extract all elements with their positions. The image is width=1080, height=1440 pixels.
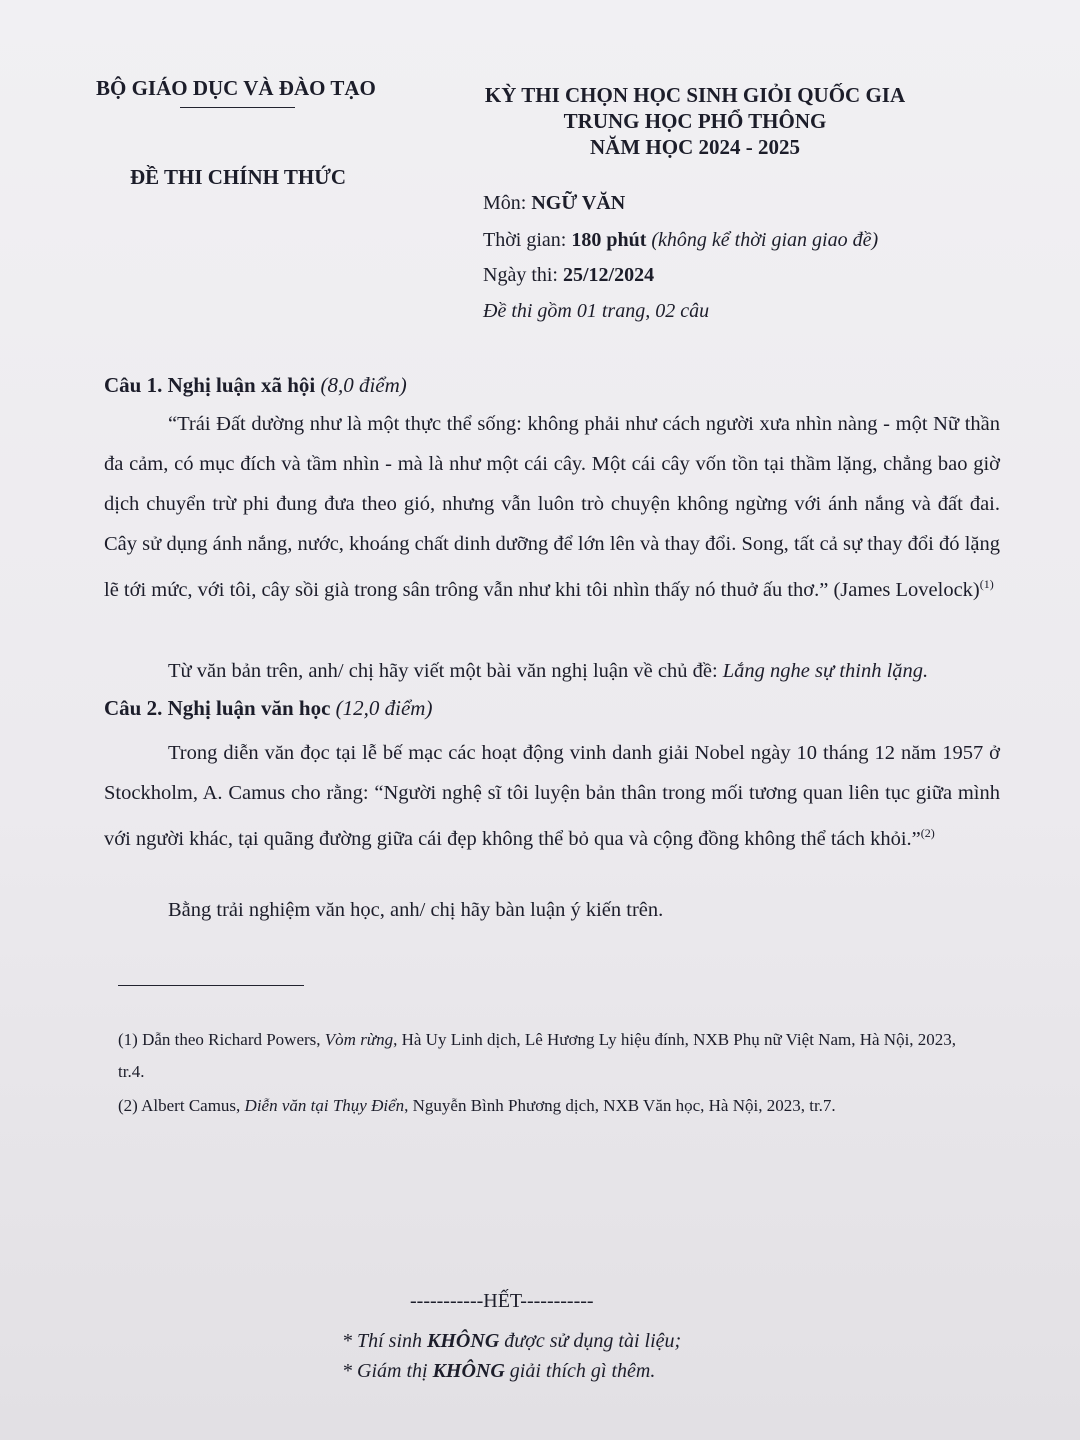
footnote-ref-1: (1) [979,577,994,591]
note-candidate: * Thí sinh KHÔNG được sử dụng tài liệu; [342,1330,682,1352]
date-line: Ngày thi: 25/12/2024 [483,264,655,286]
question-2-points: (12,0 điểm) [335,696,433,720]
time-note: (không kể thời gian giao đề) [651,229,879,251]
question-2-body: Trong diễn văn đọc tại lễ bế mạc các hoạt động vinh danh giải Nobel ngày 10 tháng 12 năm 1957 ở Stockholm, A. Camus cho rằng: “Người nghệ sĩ tôi luyện bản thân trong mối tương quan liên tục giữa mình với người khác, tại quãng đường giữa cái đẹp không thể bỏ qua và cộng đồng không thể tách khỏi.”$^{(2)}$ [104,742,1000,850]
question-1-task: Từ văn bản trên, anh/ chị hãy viết một bài văn nghị luận về chủ đề: Lắng nghe sự thinh lặng. [168,660,929,682]
exam-name: KỲ THI CHỌN HỌC SINH GIỎI QUỐC GIA [484,83,906,107]
exam-date: 25/12/2024 [563,264,655,286]
question-1-topic: Lắng nghe sự thinh lặng. [722,660,929,682]
subject-line: Môn: NGỮ VĂN [483,192,626,214]
time-line: Thời gian: 180 phút (không kể thời gian giao đề) [483,229,879,251]
exam-title-block [440,82,950,160]
pages-note: Đề thi gồm 01 trang, 02 câu [483,300,710,322]
ministry-name: BỘ GIÁO DỤC VÀ ĐÀO TẠO [96,76,376,100]
footnote-1: (1) Dẫn theo Richard Powers, Vòm rừng, Hà Uy Linh dịch, Lê Hương Ly hiệu đính, NXB Phụ nữ Việt Nam, Hà Nội, 2023, tr.4. [118,1030,957,1081]
exam-level: TRUNG HỌC PHỔ THÔNG [563,109,827,133]
ministry-underline [180,107,295,108]
question-1-title: Câu 1. Nghị luận xã hội (8,0 điểm) [104,373,407,397]
footnote-ref-2: (2) [920,826,935,840]
subject-name: NGỮ VĂN [531,192,626,214]
question-1-quote: “Trái Đất dường như là một thực thể sống: không phải như cách người xưa nhìn nàng - một Nữ thần đa cảm, có mục đích và tầm nhìn - mà là như một cái cây. Một cái cây vốn tồn tại thầm lặng, chẳng bao giờ dịch chuyển trừ phi đung đưa theo gió, nhưng vẫn luôn trò chuyện không ngừng với ánh nắng và đất đai. Cây sử dụng ánh nắng, nước, khoáng chất dinh dưỡng để lớn lên và thay đổi. Song, tất cả sự thay đổi đó lặng lẽ tới mức, với tôi, cây sồi già trong sân trông vẫn như khi tôi nhìn thấy nó thuở ấu thơ.” (James Lovelock)$^{(1)}$ [104,413,1000,601]
question-2-title: Câu 2. Nghị luận văn học (12,0 điểm) [104,696,433,720]
school-year: NĂM HỌC 2024 - 2025 [590,135,800,159]
footnote-2: (2) Albert Camus, Diễn văn tại Thụy Điển, Nguyễn Bình Phương dịch, NXB Văn học, Hà Nội, 2023, tr.7. [118,1096,836,1115]
official-exam-label: ĐỀ THI CHÍNH THỨC [130,165,347,189]
footnote-divider [118,985,304,986]
question-1-points: (8,0 điểm) [320,373,407,397]
time-value: 180 phút [571,229,647,251]
note-supervisor: * Giám thị KHÔNG giải thích gì thêm. [342,1360,656,1382]
question-2-task: Bằng trải nghiệm văn học, anh/ chị hãy bàn luận ý kiến trên. [168,899,664,921]
end-mark: -----------HẾT----------- [410,1290,594,1312]
